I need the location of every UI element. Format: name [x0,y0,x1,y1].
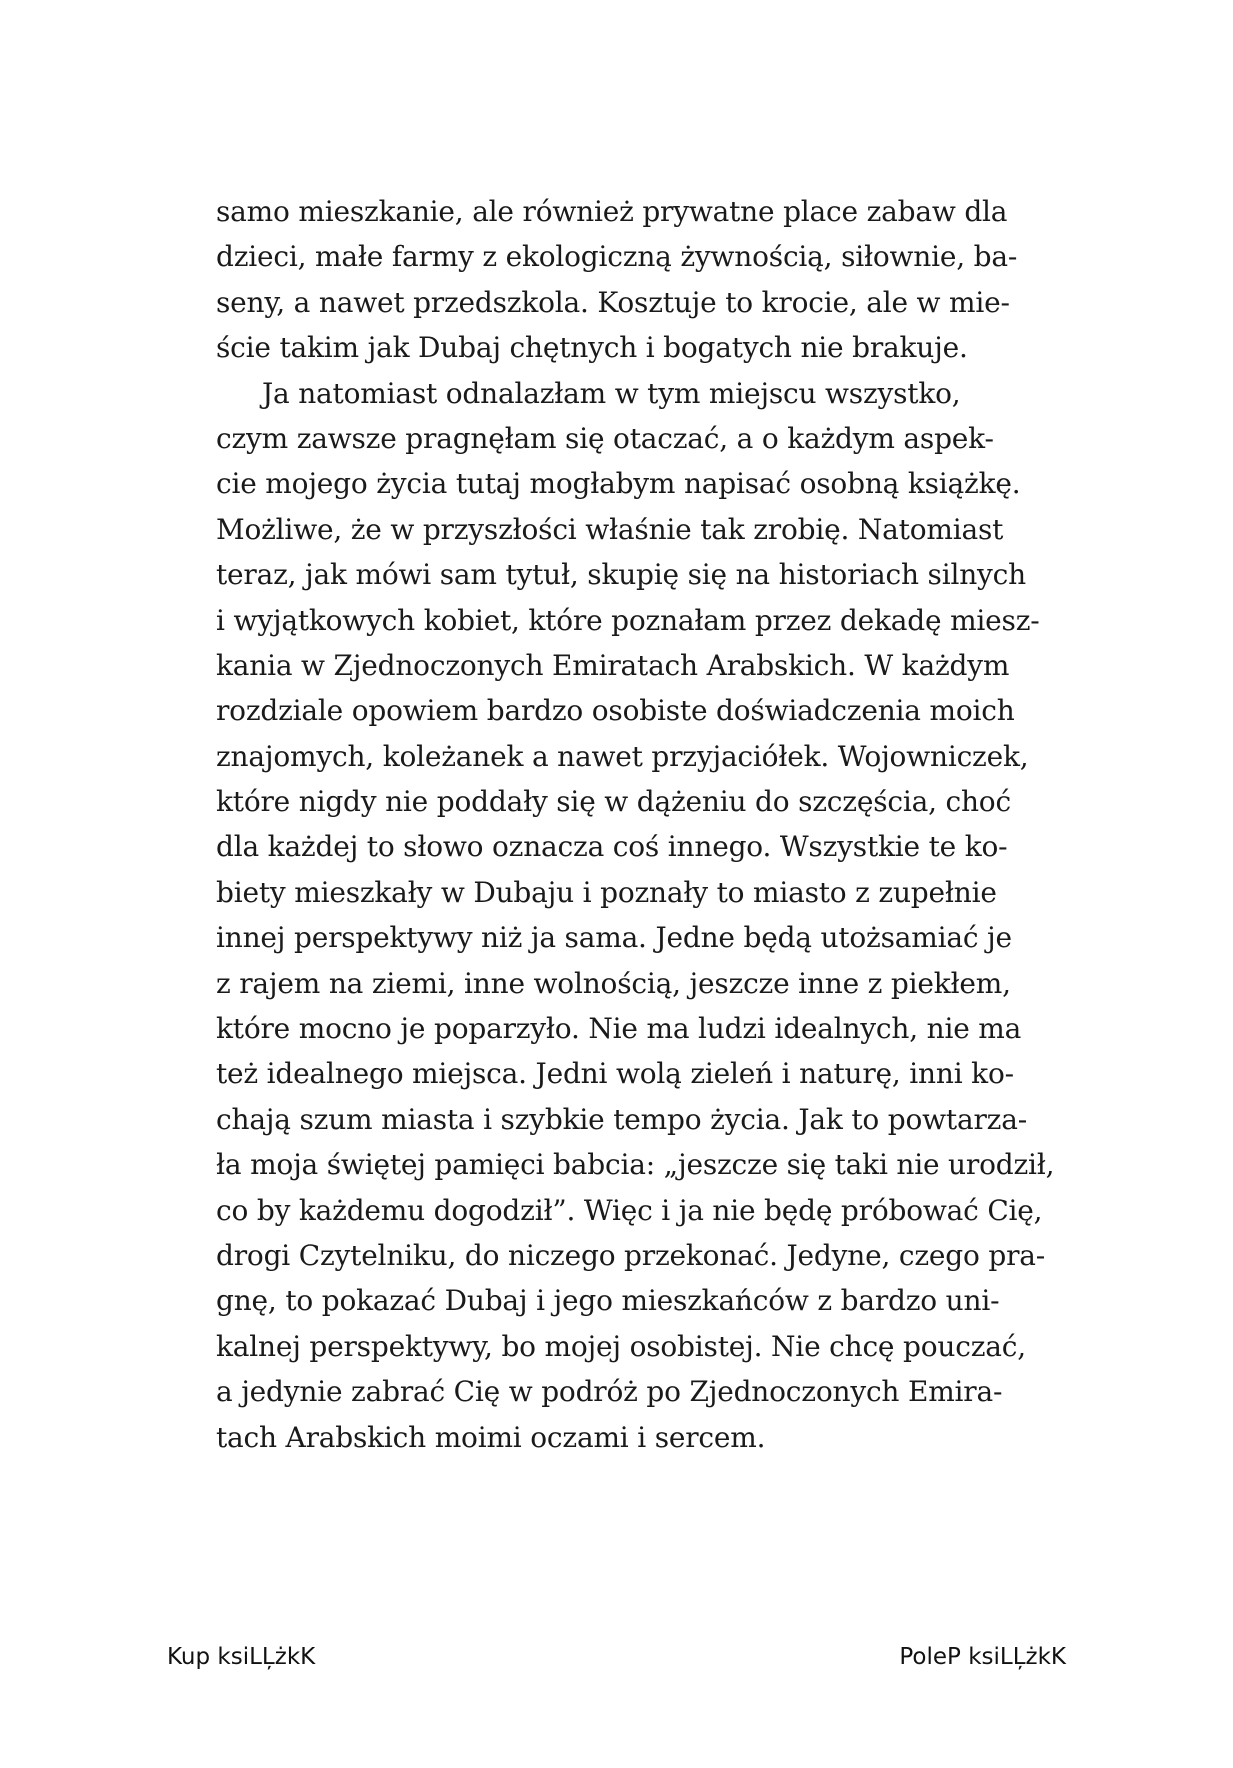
text-line: dzieci, małe farmy z ekologiczną żywnością, siłownie, ba- [216,240,1018,274]
text-line: czym zawsze pragnęłam się otaczać, a o każdym aspek- [216,421,994,455]
recommend-book-link[interactable]: PoleP ksiLĻżkK [899,1644,1066,1670]
text-line: teraz, jak mówi sam tytuł, skupię się na historiach silnych [216,558,1026,592]
body-text [216,189,1055,1460]
text-line: dla każdej to słowo oznacza coś innego. Wszystkie te ko- [216,830,1008,864]
text-line: a jedynie zabrać Cię w podróż po Zjednoczonych Emira- [216,1375,1003,1409]
paragraph [216,371,1055,1460]
text-line: chają szum miasta i szybkie tempo życia. Jak to powtarza- [216,1102,1027,1136]
text-line: Możliwe, że w przyszłości właśnie tak zrobię. Natomiast [216,512,1004,546]
text-line: innej perspektywy niż ja sama. Jedne będą utożsamiać je [216,921,1012,955]
text-line: kalnej perspektywy, bo mojej osobistej. Nie chcę pouczać, [216,1329,1026,1363]
text-line: biety mieszkały w Dubaju i poznały to miasto z zupełnie [216,875,997,909]
text-line: też idealnego miejsca. Jedni wolą zieleń i naturę, inni ko- [216,1057,1014,1091]
text-line: tach Arabskich moimi oczami i sercem. [216,1420,766,1454]
text-line: które mocno je poparzyło. Nie ma ludzi idealnych, nie ma [216,1012,1022,1046]
text-line: kania w Zjednoczonych Emiratach Arabskich. W każdym [216,648,1010,682]
text-line: znajomych, koleżanek a nawet przyjaciółek. Wojowniczek, [216,739,1029,773]
text-line: ła moja świętej pamięci babcia: „jeszcze się taki nie urodził, [216,1148,1055,1182]
text-line: seny, a nawet przedszkola. Kosztuje to krocie, ale w mie- [216,285,1010,319]
text-line: co by każdemu dogodził”. Więc i ja nie będę próbować Cię, [216,1193,1043,1227]
text-line: cie mojego życia tutaj mogłabym napisać osobną książkę. [216,467,1021,501]
paragraph [216,189,1018,371]
text-line: gnę, to pokazać Dubaj i jego mieszkańców z bardzo uni- [216,1284,1000,1318]
text-line: Ja natomiast odnalazłam w tym miejscu wszystko, [262,376,961,410]
text-line: rozdziale opowiem bardzo osobiste doświadczenia moich [216,694,1015,728]
text-line: samo mieszkanie, ale również prywatne place zabaw dla [216,195,1008,228]
text-line: ście takim jak Dubaj chętnych i bogatych nie brakuje. [216,331,968,365]
text-line: i wyjątkowych kobiet, które poznałam przez dekadę miesz- [216,603,1040,637]
text-line: drogi Czytelniku, do niczego przekonać. Jedyne, czego pra- [216,1238,1046,1272]
text-line: które nigdy nie poddały się w dążeniu do szczęścia, choć [216,785,1011,819]
text-line: z rajem na ziemi, inne wolnością, jeszcze inne z piekłem, [216,966,1011,1000]
buy-book-link[interactable]: Kup ksiLĻżkK [167,1644,316,1670]
